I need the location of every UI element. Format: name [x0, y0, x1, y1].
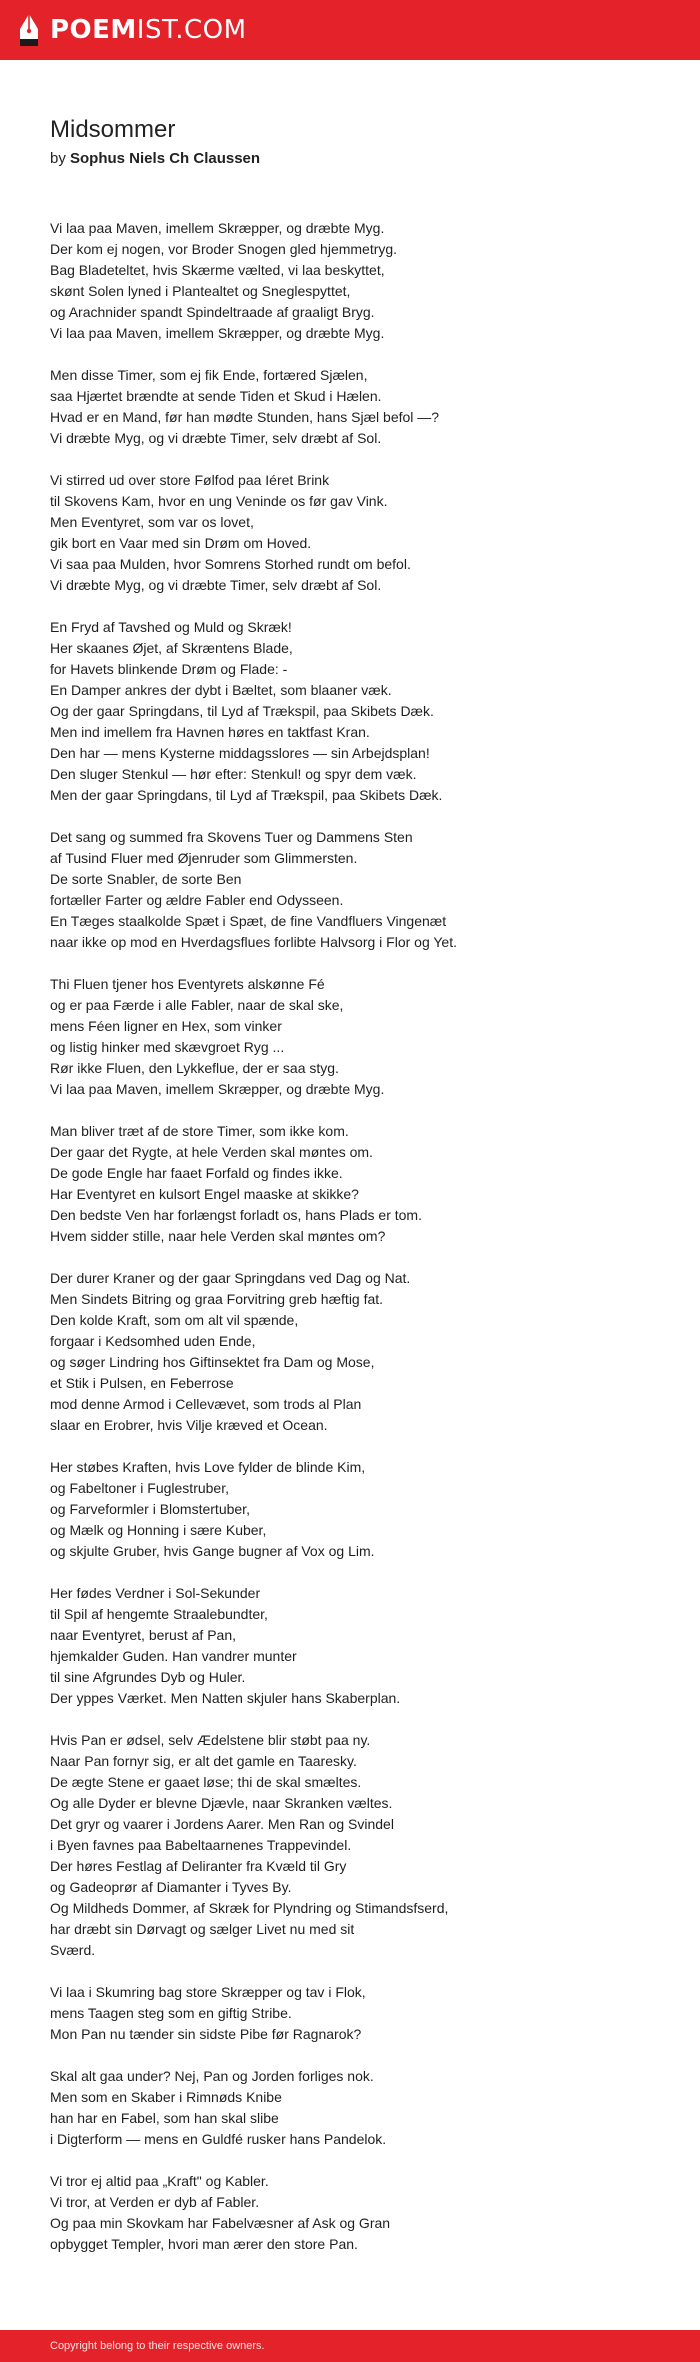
poem-byline	[50, 149, 260, 169]
poem-line: Men Eventyret, som var os lovet,	[50, 514, 254, 530]
poem-line: Men der gaar Springdans, til Lyd af Trækspil, paa Skibets Dæk.	[50, 787, 443, 803]
poem-line: Der durer Kraner og der gaar Springdans ved Dag og Nat.	[50, 1270, 411, 1286]
poem-line: Det gryr og vaarer i Jordens Aarer. Men Ran og Svindel	[50, 1816, 394, 1832]
poem-line: fortæller Farter og ældre Fabler end Odysseen.	[50, 892, 344, 908]
poem-line: Her skaanes Øjet, af Skræntens Blade,	[50, 640, 293, 656]
poem-line: Og paa min Skovkam har Fabelvæsner af Ask og Gran	[50, 2215, 391, 2231]
poem-line: Men disse Timer, som ej fik Ende, fortæred Sjælen,	[50, 367, 368, 383]
poem-stanza	[50, 617, 670, 806]
poem-line: hjemkalder Guden. Han vandrer munter	[50, 1648, 297, 1664]
poem-line: og er paa Færde i alle Fabler, naar de skal ske,	[50, 997, 344, 1013]
poem-line: Her støbes Kraften, hvis Love fylder de blinde Kim,	[50, 1459, 366, 1475]
poem-line: naar ikke op mod en Hverdagsflues forlibte Halvsorg i Flor og Yet.	[50, 934, 457, 950]
poem-line: Der yppes Værket. Men Natten skjuler hans Skaberplan.	[50, 1690, 401, 1706]
poem-line: saa Hjærtet brændte at sende Tiden et Skud i Hælen.	[50, 388, 382, 404]
site-logo-link[interactable]	[18, 13, 247, 47]
poem-line: Der gaar det Rygte, at hele Verden skal møntes om.	[50, 1144, 373, 1160]
poem-stanza	[50, 218, 670, 344]
header-bar	[0, 0, 700, 60]
poem-line: Vi laa paa Maven, imellem Skræpper, og dræbte Myg.	[50, 220, 385, 236]
poem-line: naar Eventyret, berust af Pan,	[50, 1627, 236, 1643]
poem-line: Har Eventyret en kulsort Engel maaske at skikke?	[50, 1186, 359, 1202]
poem-line: og Mælk og Honning i sære Kuber,	[50, 1522, 267, 1538]
poem-line: Vi stirred ud over store Følfod paa Iéret Brink	[50, 472, 330, 488]
copyright-notice: Copyright belong to their respective owners.	[50, 2340, 265, 2352]
poem-line: og Fabeltoner i Fuglestruber,	[50, 1480, 229, 1496]
poem-stanza	[50, 1730, 670, 1961]
poem-line: Vi laa paa Maven, imellem Skræpper, og dræbte Myg.	[50, 1081, 385, 1097]
poem-line: Hvem sidder stille, naar hele Verden skal møntes om?	[50, 1228, 386, 1244]
poem-line: gik bort en Vaar med sin Drøm om Hoved.	[50, 535, 312, 551]
poem-line: De gode Engle har faaet Forfald og findes ikke.	[50, 1165, 343, 1181]
poem-stanza	[50, 1457, 670, 1562]
poem-line: En Fryd af Tavshed og Muld og Skræk!	[50, 619, 292, 635]
poem-line: mod denne Armod i Cellevævet, som trods al Plan	[50, 1396, 362, 1412]
poem-body	[50, 218, 670, 2276]
poem-line: De ægte Stene er gaaet løse; thi de skal smæltes.	[50, 1774, 362, 1790]
poem-line: Sværd.	[50, 1942, 96, 1958]
poem-line: og Farveformler i Blomstertuber,	[50, 1501, 250, 1517]
poem-stanza	[50, 1121, 670, 1247]
poem-line: af Tusind Fluer med Øjenruder som Glimmersten.	[50, 850, 358, 866]
poem-line: De sorte Snabler, de sorte Ben	[50, 871, 242, 887]
by-label: by	[50, 150, 66, 167]
poem-line: Skal alt gaa under? Nej, Pan og Jorden forliges nok.	[50, 2068, 374, 2084]
poem-line: En Damper ankres der dybt i Bæltet, som blaaner væk.	[50, 682, 392, 698]
poem-line: til Spil af hengemte Straalebundter,	[50, 1606, 268, 1622]
poem-line: han har en Fabel, som han skal slibe	[50, 2110, 279, 2126]
poem-line: Hvad er en Mand, før han mødte Stunden, hans Sjæl befol —?	[50, 409, 440, 425]
poem-line: Og alle Dyder er blevne Djævle, naar Skranken væltes.	[50, 1795, 393, 1811]
poem-line: og Gadeoprør af Diamanter i Tyves By.	[50, 1879, 292, 1895]
brand-light: IST.COM	[136, 15, 247, 45]
poem-line: Den sluger Stenkul — hør efter: Stenkul! og spyr dem væk.	[50, 766, 417, 782]
poem-line: Der høres Festlag af Deliranter fra Kvæld til Gry	[50, 1858, 347, 1874]
poem-line: Og der gaar Springdans, til Lyd af Trækspil, paa Skibets Dæk.	[50, 703, 434, 719]
poem-line: slaar en Erobrer, hvis Vilje kræved et Ocean.	[50, 1417, 328, 1433]
poem-line: Man bliver træt af de store Timer, som ikke kom.	[50, 1123, 349, 1139]
poem-line: Bag Bladeteltet, hvis Skærme vælted, vi laa beskyttet,	[50, 262, 385, 278]
poem-line: Hvis Pan er ødsel, selv Ædelstene blir støbt paa ny.	[50, 1732, 371, 1748]
poem-line: Der kom ej nogen, vor Broder Snogen gled hjemmetryg.	[50, 241, 398, 257]
poem-stanza	[50, 2171, 670, 2255]
poem-line: og Arachnider spandt Spindeltraade af graaligt Bryg.	[50, 304, 375, 320]
poem-stanza	[50, 827, 670, 953]
poem-line: Det sang og summed fra Skovens Tuer og Dammens Sten	[50, 829, 413, 845]
poem-line: for Havets blinkende Drøm og Flade: -	[50, 661, 288, 677]
poem-line: Naar Pan fornyr sig, er alt det gamle en Taaresky.	[50, 1753, 357, 1769]
poem-line: mens Taagen steg som en giftig Stribe.	[50, 2005, 292, 2021]
poem-line: og søger Lindring hos Giftinsektet fra Dam og Mose,	[50, 1354, 375, 1370]
poem-title: Midsommer	[50, 116, 176, 143]
poem-line: Vi tror ej altid paa „Kraft" og Kabler.	[50, 2173, 269, 2189]
poem-line: Vi tror, at Verden er dyb af Fabler.	[50, 2194, 260, 2210]
poem-line: opbygget Templer, hvori man ærer den store Pan.	[50, 2236, 358, 2252]
poem-stanza	[50, 1268, 670, 1436]
poem-line: Men som en Skaber i Rimnøds Knibe	[50, 2089, 282, 2105]
poem-stanza	[50, 365, 670, 449]
poem-line: i Byen favnes paa Babeltaarnenes Trappevindel.	[50, 1837, 352, 1853]
pen-nib-icon	[18, 13, 40, 47]
poem-line: Rør ikke Fluen, den Lykkeflue, der er saa styg.	[50, 1060, 339, 1076]
poem-line: Vi dræbte Myg, og vi dræbte Timer, selv dræbt af Sol.	[50, 430, 382, 446]
poem-line: Den har — mens Kysterne middagsslores — sin Arbejdsplan!	[50, 745, 430, 761]
poem-line: Thi Fluen tjener hos Eventyrets alskønne Fé	[50, 976, 325, 992]
poem-line: og skjulte Gruber, hvis Gange bugner af Vox og Lim.	[50, 1543, 375, 1559]
poem-line: En Tæges staalkolde Spæt i Spæt, de fine Vandfluers Vingenæt	[50, 913, 447, 929]
poem-line: et Stik i Pulsen, en Feberrose	[50, 1375, 234, 1391]
poem-line: Vi dræbte Myg, og vi dræbte Timer, selv dræbt af Sol.	[50, 577, 382, 593]
footer-bar	[0, 2330, 700, 2362]
poem-stanza	[50, 470, 670, 596]
poem-line: Men Sindets Bitring og graa Forvitring greb hæftig fat.	[50, 1291, 384, 1307]
poem-line: har dræbt sin Dørvagt og sælger Livet nu med sit	[50, 1921, 355, 1937]
poem-line: og listig hinker med skævgroet Ryg ...	[50, 1039, 285, 1055]
brand-bold: POEM	[50, 15, 137, 45]
poem-line: i Digterform — mens en Guldfé rusker hans Pandelok.	[50, 2131, 387, 2147]
poem-line: mens Féen ligner en Hex, som vinker	[50, 1018, 282, 1034]
poem-line: til Skovens Kam, hvor en ung Veninde os før gav Vink.	[50, 493, 388, 509]
poem-stanza	[50, 1583, 670, 1709]
site-logo-text	[50, 13, 247, 47]
poem-line: Den bedste Ven har forlængst forladt os, hans Plads er tom.	[50, 1207, 422, 1223]
author-name[interactable]: Sophus Niels Ch Claussen	[70, 150, 261, 167]
poem-line: Vi laa i Skumring bag store Skræpper og tav i Flok,	[50, 1984, 366, 2000]
poem-line: forgaar i Kedsomhed uden Ende,	[50, 1333, 256, 1349]
poem-line: Her fødes Verdner i Sol-Sekunder	[50, 1585, 261, 1601]
poem-line: Vi laa paa Maven, imellem Skræpper, og dræbte Myg.	[50, 325, 385, 341]
poem-line: Og Mildheds Dommer, af Skræk for Plyndring og Stimandsfserd,	[50, 1900, 449, 1916]
poem-stanza	[50, 2066, 670, 2150]
poem-line: Vi saa paa Mulden, hvor Somrens Storhed rundt om befol.	[50, 556, 411, 572]
poem-line: til sine Afgrundes Dyb og Huler.	[50, 1669, 246, 1685]
poem-line: Den kolde Kraft, som om alt vil spænde,	[50, 1312, 299, 1328]
poem-line: Mon Pan nu tænder sin sidste Pibe før Ragnarok?	[50, 2026, 362, 2042]
poem-stanza	[50, 974, 670, 1100]
poem-line: skønt Solen lyned i Plantealtet og Sneglespyttet,	[50, 283, 351, 299]
poem-stanza	[50, 1982, 670, 2045]
poem-line: Men ind imellem fra Havnen høres en taktfast Kran.	[50, 724, 370, 740]
